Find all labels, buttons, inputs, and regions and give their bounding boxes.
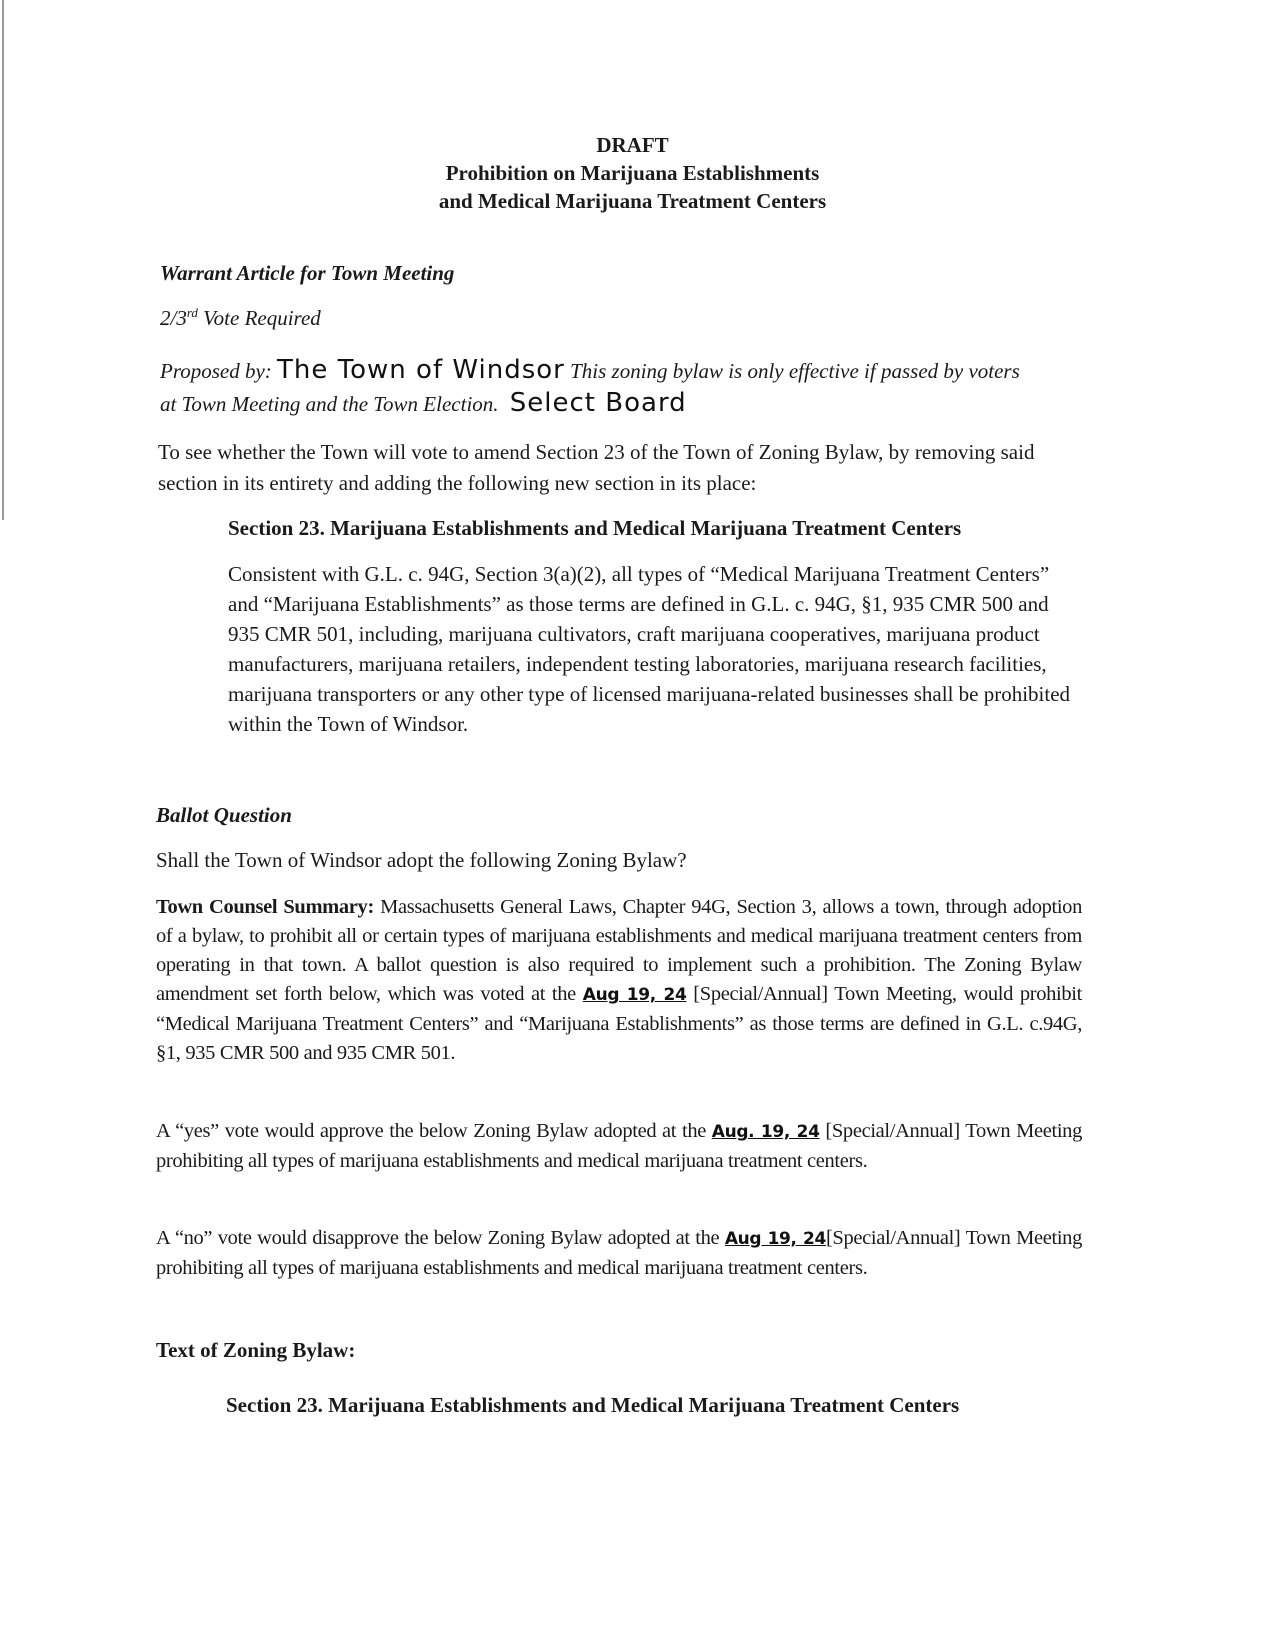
title-line-2: and Medical Marijuana Treatment Centers <box>438 189 827 213</box>
vote-suffix: Vote Required <box>197 306 321 330</box>
ballot-question: Shall the Town of Windsor adopt the following Zoning Bylaw? <box>156 848 687 872</box>
proposed-text-a: This zoning bylaw is only effective if passed by voters <box>564 359 1020 383</box>
bylaw-text-heading: Text of Zoning Bylaw: <box>156 1338 356 1362</box>
no-vote-paragraph <box>156 1224 1082 1283</box>
draft-label: DRAFT <box>596 133 669 157</box>
yes-text-b: [Special/Annual] Town Meeting prohibiting all types of marijuana establishments and medical marijuana treatment centers. <box>156 1120 1082 1172</box>
ballot-heading: Ballot Question <box>156 803 292 827</box>
summary-handwritten-date: Aug 19, 24 <box>582 985 687 1005</box>
title-line-1: Prohibition on Marijuana Establishments <box>445 161 820 185</box>
proposed-text-b: at Town Meeting and the Town Election. <box>160 392 499 416</box>
proposed-label: Proposed by: <box>160 359 278 383</box>
vote-required <box>160 303 321 333</box>
summary-text-b: [Special/Annual] Town Meeting, would prohibit “Medical Marijuana Treatment Centers” and “Marijuana Establishments” as those terms are defined in G.L. c.94G, §1, 935 CMR 500 and 935 CMR 501. <box>156 983 1082 1064</box>
proposed-handwritten-board: Select Board <box>509 388 687 418</box>
summary-text-a: Massachusetts General Laws, Chapter 94G, Section 3, allows a town, through adoption of a bylaw, to prohibit all or certain types of marijuana establishments and medical marijuana treatment centers from operating in that town. A ballot question is also required to implement such a prohibition. The Zoning Bylaw amendment set forth below, which was voted at the <box>156 896 1082 1005</box>
vote-fraction: 2/3 <box>160 306 187 330</box>
section-23-body: Consistent with G.L. c. 94G, Section 3(a)(2), all types of “Medical Marijuana Treatment Centers” and “Marijuana Establishments” as those terms are defined in G.L. c. 94G, §1, 935 CMR 500 and 935 CMR 501, including, marijuana cultivators, craft marijuana cooperatives, marijuana product manufacturers, marijuana retailers, independent testing laboratories, marijuana research facilities, marijuana transporters or any other type of licensed marijuana-related businesses shall be prohibited within the Town of Windsor. <box>228 562 1071 736</box>
vote-ordinal: rd <box>186 305 198 320</box>
warrant-heading: Warrant Article for Town Meeting <box>160 261 455 285</box>
no-handwritten-date: Aug 19, 24 <box>724 1229 826 1249</box>
yes-text-a: A “yes” vote would approve the below Zoning Bylaw adopted at the <box>156 1120 712 1142</box>
yes-handwritten-date: Aug. 19, 24 <box>711 1122 820 1142</box>
scan-edge-line <box>2 0 4 520</box>
no-text-a: A “no” vote would disapprove the below Zoning Bylaw adopted at the <box>156 1227 725 1249</box>
proposed-by-block <box>160 354 1080 420</box>
proposed-line-1 <box>160 354 1080 387</box>
proposed-line-2 <box>160 387 1080 420</box>
yes-vote-paragraph <box>156 1117 1082 1176</box>
proposed-handwritten-town: The Town of Windsor <box>277 355 565 385</box>
no-text-b: [Special/Annual] Town Meeting prohibiting all types of marijuana establishments and medical marijuana treatment centers. <box>156 1227 1082 1279</box>
bylaw-section-heading: Section 23. Marijuana Establishments and Medical Marijuana Treatment Centers <box>226 1393 960 1417</box>
document-header <box>0 131 1265 215</box>
town-counsel-summary <box>156 893 1082 1068</box>
summary-label: Town Counsel Summary: <box>156 896 374 918</box>
intro-paragraph: To see whether the Town will vote to amend Section 23 of the Town of Zoning Bylaw, by removing said section in its entirety and adding the following new section in its place: <box>158 440 1035 495</box>
section-23-heading: Section 23. Marijuana Establishments and Medical Marijuana Treatment Centers <box>228 516 962 540</box>
